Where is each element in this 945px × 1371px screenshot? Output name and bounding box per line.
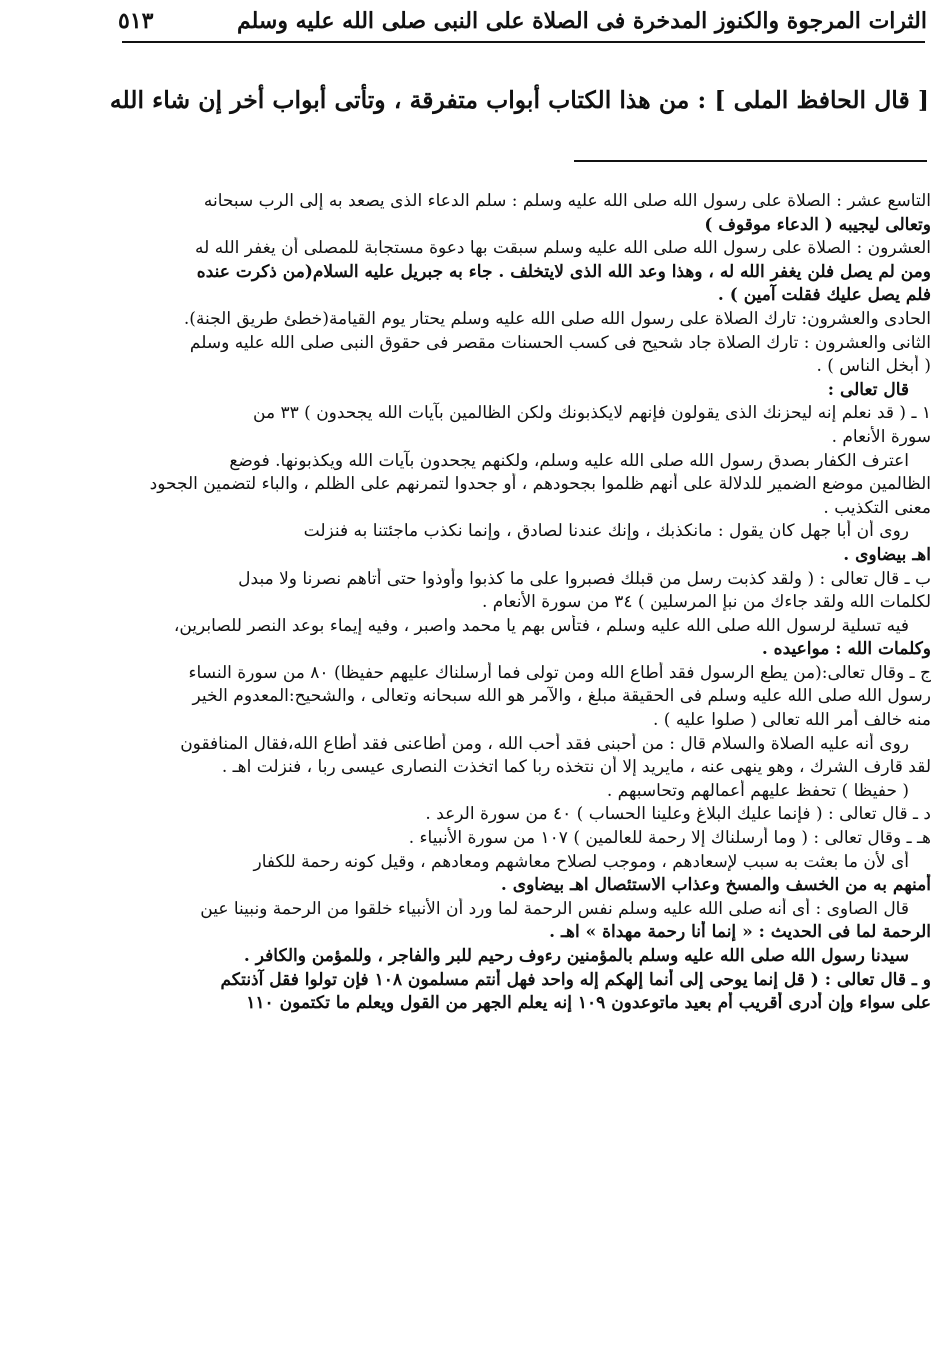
text-line: قال الصاوى : أى أنه صلى الله عليه وسلم نفس الرحمة لما ورد أن الأنبياء خلقوا من الرحمة ونبينا عين xyxy=(200,898,909,919)
text-line: ومن لم يصل فلن يغفر الله له ، وهذا وعد الله الذى لايتخلف . جاء به جبريل عليه السلام(من ذكرت عنده xyxy=(196,261,931,282)
text-line: سيدنا رسول الله صلى الله عليه وسلم بالمؤمنين رءوف رحيم للبر والفاجر ، وللمؤمن والكافر . xyxy=(243,946,909,966)
text-line: الظالمين موضع الضمير للدلالة على أنهم ظلموا بجحودهم ، أو جحدوا لتمرنهم على الظلم ، والباء لتضمين الجحود xyxy=(149,474,931,495)
header-rule xyxy=(122,41,925,43)
text-line: وكلمات الله : مواعيده . xyxy=(761,639,931,660)
text-line: التاسع عشر : الصلاة على رسول الله صلى الله عليه وسلم : سلم الدعاء الذى يصعد به إلى الرب سبحانه xyxy=(203,191,931,211)
text-line: د ـ قال تعالى : ( فإنما عليك البلاغ وعلينا الحساب ) ٤٠ من سورة الرعد . xyxy=(425,804,931,825)
text-line: منه خالف أمر الله تعالى ( صلوا عليه ) . xyxy=(652,710,931,731)
text-line: لكلمات الله ولقد جاءك من نبإ المرسلين ) ٣٤ من سورة الأنعام . xyxy=(482,592,931,613)
text-line: الرحمة لما فى الحديث : « إنما أنا رحمة مهداة » اهـ . xyxy=(549,922,931,943)
text-line: رسول الله صلى الله عليه وسلم فى الحقيقة مبلغ ، والآمر هو الله سبحانه وتعالى ، والشحيح:المعدوم الخير xyxy=(192,686,931,707)
running-header xyxy=(118,4,927,38)
text-line: أمنهم به من الخسف والمسخ وعذاب الاستئصال اهـ بيضاوى . xyxy=(500,875,931,896)
text-line: و ـ قال تعالى : ( قل إنما يوحى إلى أنما إلهكم إله واحد فهل أنتم مسلمون ١٠٨ فإن تولوا فقل آذنتكم xyxy=(220,969,931,990)
text-line: العشرون : الصلاة على رسول الله صلى الله عليه وسلم سبقت بها دعوة مستجابة للمصلى أن يغفر الله له xyxy=(195,238,931,259)
text-line: ج ـ وقال تعالى:(من يطع الرسول فقد أطاع الله ومن تولى فما أرسلناك عليهم حفيظا) ٨٠ من سورة النساء xyxy=(188,662,931,683)
text-line: وتعالى ليجيبه ( الدعاء موقوف ) xyxy=(704,214,931,235)
text-line: فيه تسلية لرسول الله صلى الله عليه وسلم ، فتأس بهم يا محمد واصبر ، وفيه إيماء بوعد النصر للصابرين، xyxy=(173,615,909,636)
text-line: هـ ـ وقال تعالى : ( وما أرسلناك إلا رحمة للعالمين ) ١٠٧ من سورة الأنبياء . xyxy=(408,828,931,849)
body-text xyxy=(104,190,931,1016)
text-line: ( حفيظا ) تحفظ عليهم أعمالهم وتحاسبهم . xyxy=(606,780,909,801)
text-line: معنى التكذيب . xyxy=(823,497,931,518)
text-line: ( أبخل الناس ) . xyxy=(816,356,931,377)
text-line: اهـ بيضاوى . xyxy=(843,544,931,565)
text-line: ب ـ قال تعالى : ( ولقد كذبت رسل من قبلك فصبروا على ما كذبوا وأوذوا حتى أتاهم نصرنا ولا مبدل xyxy=(238,568,931,589)
running-title: الثرات المرجوة والكنوز المدخرة فى الصلاة على النبى صلى الله عليه وسلم xyxy=(237,8,927,34)
page-number: ٥١٣ xyxy=(118,8,154,34)
text-line: قال تعالى : xyxy=(827,379,909,400)
text-line: أى لأن ما بعثت به سبب لإسعادهم ، وموجب لصلاح معاشهم ومعادهم ، وقيل كونه رحمة للكفار xyxy=(253,851,909,872)
text-line: روى أنه عليه الصلاة والسلام قال : من أحبنى فقد أحب الله ، ومن أطاعنى فقد أطاع الله،فقال المنافقون xyxy=(180,733,909,754)
text-line: فلم يصل عليك فقلت آمين ) . xyxy=(717,285,931,306)
separator-rule xyxy=(574,160,927,162)
text-line: على سواء وإن أدرى أقريب أم بعيد ماتوعدون ١٠٩ إنه يعلم الجهر من القول ويعلم ما تكتمون ١١٠ xyxy=(246,993,931,1014)
text-line: الثانى والعشرون : تارك الصلاة جاد شحيح فى كسب الحسنات مقصر فى حقوق النبى صلى الله عليه وسلم xyxy=(189,332,931,353)
text-line: ١ ـ ( قد نعلم إنه ليحزنك الذى يقولون فإنهم لايكذبونك ولكن الظالمين بآيات الله يجحدون ) ٣٣ من xyxy=(253,403,931,424)
text-line: لقد قارف الشرك ، وهو ينهى عنه ، مايريد إلا أن نتخذه ربا كما اتخذت النصارى عيسى ربا ، فنزلت اهـ . xyxy=(221,757,931,778)
text-line: روى أن أبا جهل كان يقول : مانكذبك ، وإنك عندنا لصادق ، وإنما نكذب ماجئتنا به فنزلت xyxy=(303,521,909,542)
section-intro: [ قال الحافظ الملى ] : من هذا الكتاب أبواب متفرقة ، وتأتى أبواب أخر إن شاء الله xyxy=(109,86,929,114)
text-line: الحادى والعشرون: تارك الصلاة على رسول الله صلى الله عليه وسلم يحتار يوم القيامة(خطئ طريق الجنة). xyxy=(183,308,931,329)
text-line: سورة الأنعام . xyxy=(831,426,931,447)
text-line: اعترف الكفار بصدق رسول الله صلى الله عليه وسلم، ولكنهم يجحدون بآيات الله ويكذبونها. فوضع xyxy=(229,450,909,471)
